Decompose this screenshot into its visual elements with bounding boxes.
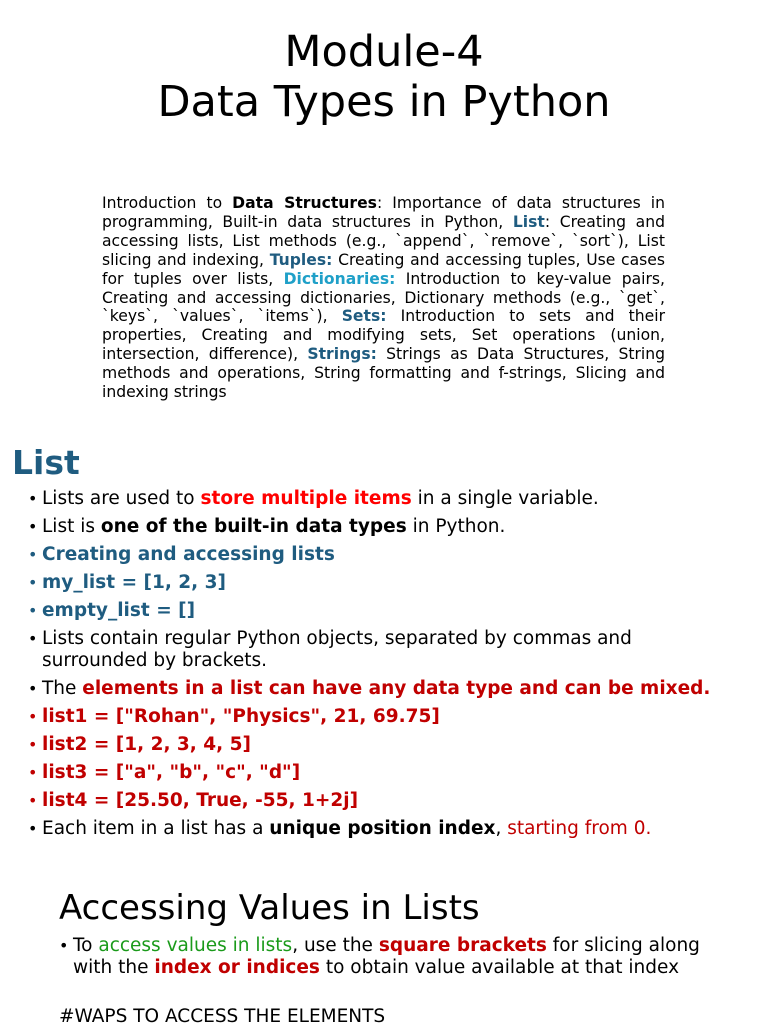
module-title: Module-4 bbox=[284, 27, 484, 77]
intro-sets-keyword: Sets: bbox=[341, 307, 387, 326]
list-item bbox=[28, 818, 728, 840]
list-heading: List bbox=[12, 443, 80, 482]
accessing-values-heading: Accessing Values in Lists bbox=[59, 888, 480, 928]
item-text: Lists are used to bbox=[42, 488, 201, 509]
item-text: in a single variable. bbox=[411, 488, 599, 509]
code-example: list4 = [25.50, True, -55, 1+2j] bbox=[42, 789, 359, 811]
item-highlight: elements in a list can have any data type and can be mixed. bbox=[82, 677, 711, 699]
item-text: Each item in a list has a bbox=[42, 817, 270, 839]
intro-data-structures: Data Structures bbox=[232, 194, 377, 212]
list-item bbox=[28, 762, 728, 784]
list-item bbox=[28, 790, 728, 812]
item-highlight: store multiple items bbox=[200, 488, 412, 509]
item-text: List is bbox=[42, 516, 101, 537]
list-item bbox=[28, 706, 728, 728]
list-item bbox=[28, 516, 728, 538]
intro-text: : Importance of data structures in programming, Built-in data structures in Python, bbox=[102, 194, 665, 231]
intro-text: Creating and accessing tuples, Use cases for tuples over lists, bbox=[102, 250, 666, 288]
item-text: , bbox=[495, 817, 508, 839]
intro-text: Introduction to bbox=[102, 194, 233, 212]
intro-text: Introduction to sets and their properties, Creating and modifying sets, Set operations (union, intersection, difference), bbox=[102, 307, 665, 364]
list-item bbox=[28, 544, 728, 566]
intro-tuples-keyword: Tuples: bbox=[269, 250, 333, 269]
item-highlight: one of the built-in data types bbox=[100, 516, 407, 537]
intro-text: Introduction to key-value pairs, Creating and accessing dictionaries, Dictionary methods (e.g., `get`, `keys`, `values`, `items`), bbox=[102, 269, 665, 326]
intro-strings-keyword: Strings: bbox=[307, 345, 377, 364]
code-example: my_list = [1, 2, 3] bbox=[42, 572, 226, 593]
item-highlight: square brackets bbox=[378, 935, 547, 956]
item-highlight: index or indices bbox=[154, 956, 320, 978]
module-subtitle: Data Types in Python bbox=[157, 77, 611, 127]
code-example: empty_list = [] bbox=[42, 600, 196, 621]
item-highlight: unique position index bbox=[269, 817, 496, 839]
list-item bbox=[28, 572, 728, 594]
item-text: To bbox=[73, 935, 99, 956]
item-text: Creating and accessing lists bbox=[42, 544, 335, 565]
intro-paragraph bbox=[102, 194, 665, 402]
item-text: for slicing along with the bbox=[73, 935, 700, 978]
intro-text: Strings as Data Structures, String methods and operations, String formatting and f-strings, Slicing and indexing strings bbox=[102, 345, 665, 402]
item-text: to obtain value available at that index bbox=[319, 956, 680, 978]
item-text: Lists contain regular Python objects, separated by commas and surrounded by brackets. bbox=[42, 628, 632, 671]
list-item bbox=[28, 734, 728, 756]
code-comment: #WAPS TO ACCESS THE ELEMENTS bbox=[59, 1006, 386, 1024]
code-example: list2 = [1, 2, 3, 4, 5] bbox=[42, 733, 251, 755]
intro-list-keyword: List bbox=[512, 212, 545, 231]
intro-dictionaries-keyword: Dictionaries: bbox=[283, 269, 396, 288]
item-text: , use the bbox=[292, 935, 379, 956]
list-item bbox=[28, 628, 728, 671]
item-text: The bbox=[42, 677, 83, 699]
list-bullets bbox=[28, 488, 728, 846]
list-item bbox=[59, 935, 739, 978]
list-item bbox=[28, 488, 728, 510]
code-example: list1 = ["Rohan", "Physics", 21, 69.75] bbox=[42, 705, 440, 727]
item-highlight: access values in lists bbox=[98, 935, 293, 956]
access-bullets bbox=[59, 935, 739, 978]
code-example: list3 = ["a", "b", "c", "d"] bbox=[42, 761, 301, 783]
intro-text: : Creating and accessing lists, List methods (e.g., `append`, `remove`, `sort`), List slicing and indexing, bbox=[102, 212, 665, 269]
item-text: in Python. bbox=[406, 516, 506, 537]
list-item bbox=[28, 678, 728, 700]
list-item bbox=[28, 600, 728, 622]
item-highlight: starting from 0. bbox=[507, 817, 652, 839]
